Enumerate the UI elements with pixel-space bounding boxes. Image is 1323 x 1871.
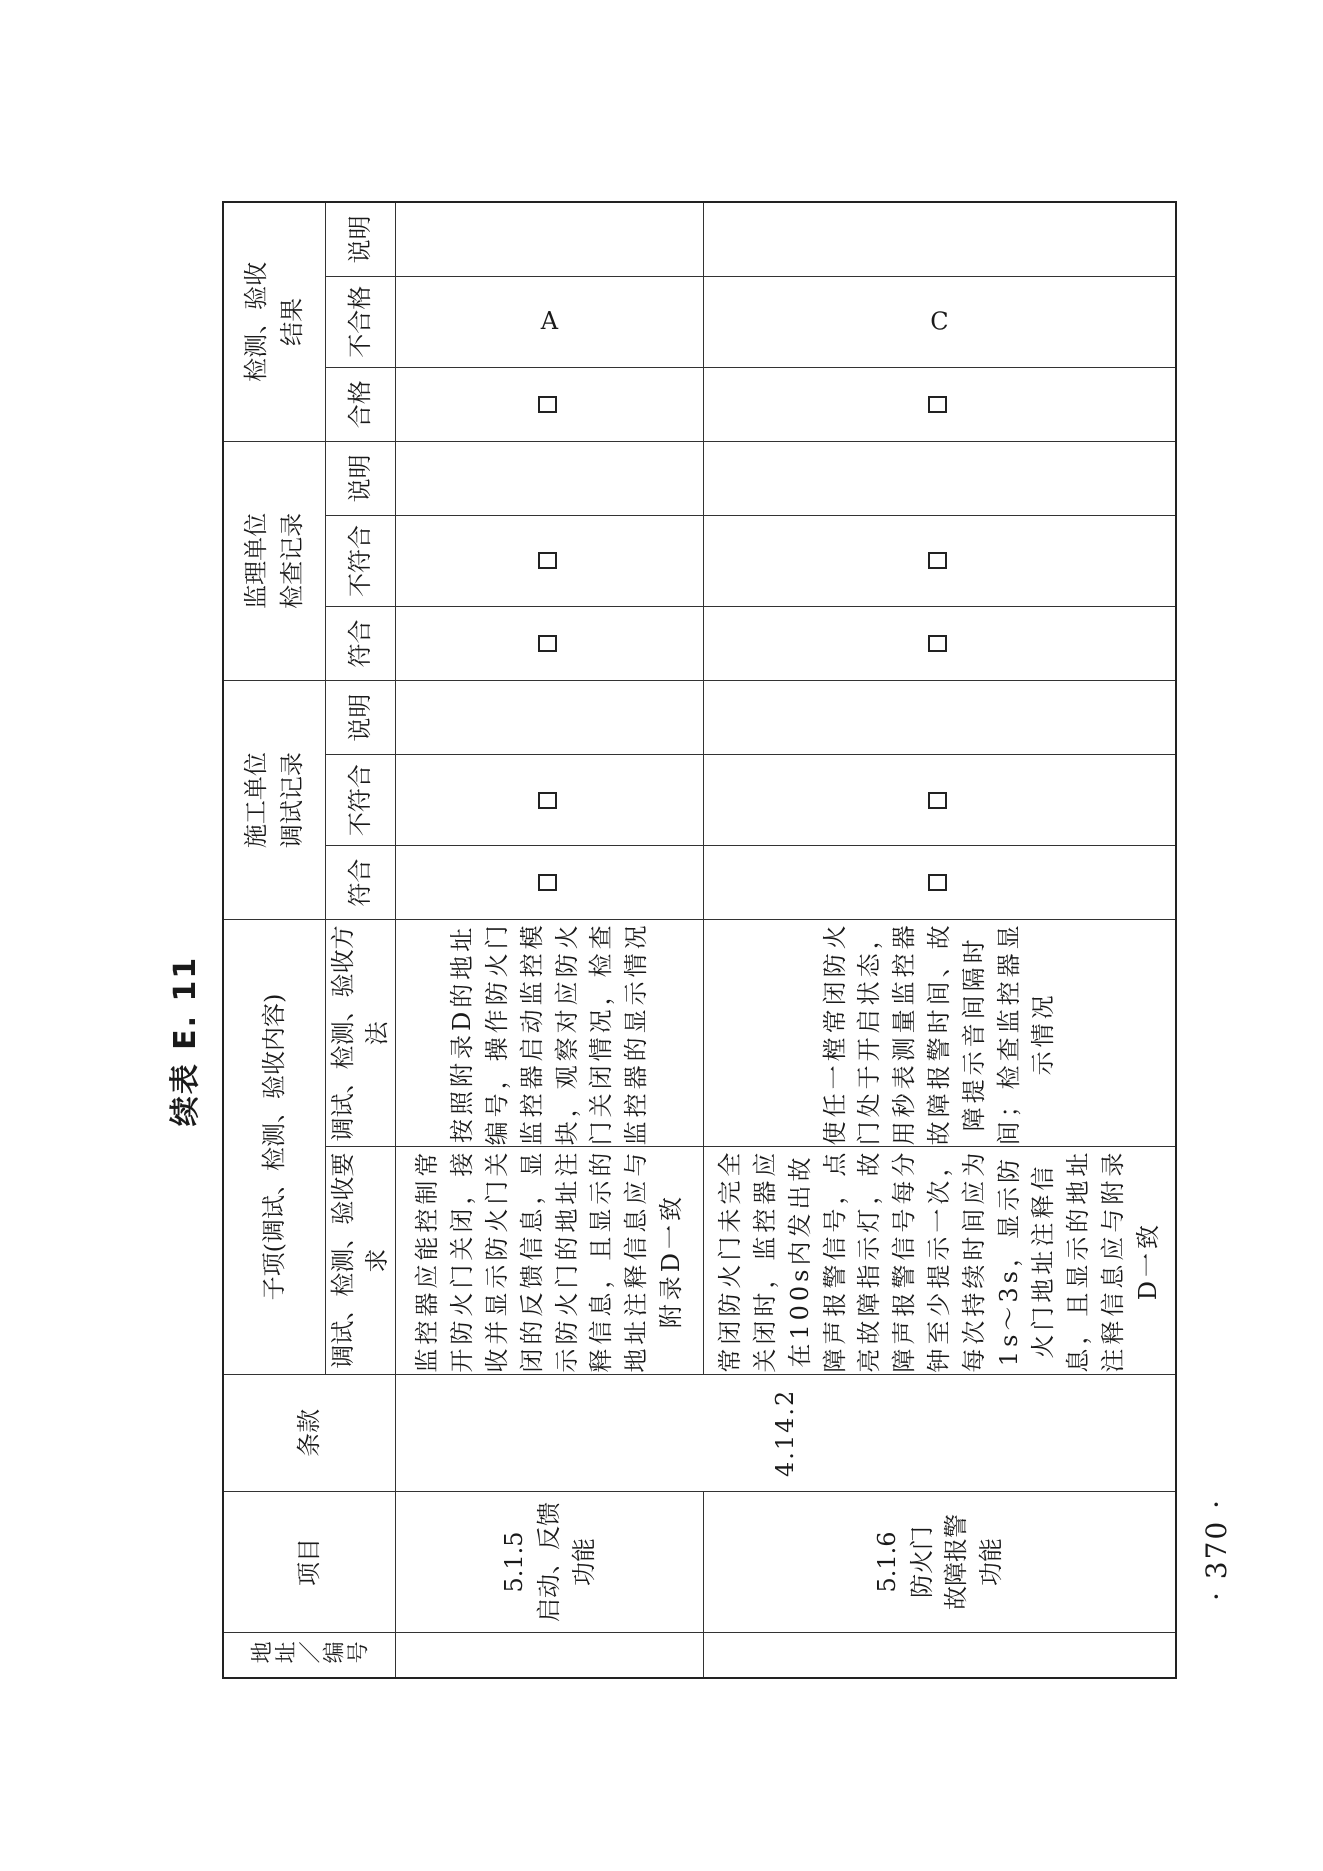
header-method: 调试、检测、验收方法 bbox=[325, 920, 396, 1147]
project-name-cont: 功能 bbox=[977, 1538, 1006, 1586]
empty-checkbox-icon[interactable] bbox=[928, 396, 947, 413]
empty-checkbox-icon[interactable] bbox=[538, 396, 557, 413]
qualified-cell[interactable] bbox=[396, 367, 704, 441]
header-address: 地址／编号 bbox=[223, 1633, 396, 1678]
project-name-cont: 功能 bbox=[569, 1538, 598, 1586]
project-cell bbox=[396, 1491, 704, 1632]
header-project: 项目 bbox=[223, 1491, 396, 1632]
header-construction-nonconform: 不符合 bbox=[325, 755, 396, 846]
empty-checkbox-icon[interactable] bbox=[538, 552, 557, 569]
address-cell bbox=[396, 1633, 704, 1678]
construction-nonconform-cell[interactable] bbox=[704, 755, 1176, 846]
clause-cell: 4.14.2 bbox=[396, 1374, 1176, 1491]
empty-checkbox-icon[interactable] bbox=[538, 874, 557, 891]
header-requirement: 调试、检测、验收要求 bbox=[325, 1147, 396, 1374]
result-mark: C bbox=[930, 307, 949, 336]
empty-checkbox-icon[interactable] bbox=[538, 635, 557, 652]
project-number: 5.1.5 bbox=[500, 1531, 529, 1593]
header-construction-line1: 施工单位 bbox=[242, 752, 271, 849]
inspection-note-cell bbox=[396, 202, 704, 276]
construction-note-cell bbox=[704, 681, 1176, 755]
project-number: 5.1.6 bbox=[872, 1531, 901, 1593]
header-construction-conform: 符合 bbox=[325, 846, 396, 920]
header-qualified: 合格 bbox=[325, 367, 396, 441]
project-name-cont: 故障报警 bbox=[942, 1514, 971, 1610]
header-construction-note: 说明 bbox=[325, 681, 396, 755]
page-number: · 370 · bbox=[1200, 1497, 1233, 1601]
header-supervision-nonconform: 不符合 bbox=[325, 515, 396, 606]
method-cell: 按照附录D的地址编号，操作防火门监控器启动监控模块，观察对应防火门关闭情况，检查监控器的显示情况 bbox=[396, 920, 704, 1147]
construction-nonconform-cell[interactable] bbox=[396, 755, 704, 846]
address-cell bbox=[704, 1633, 1176, 1678]
header-unqualified: 不合格 bbox=[325, 276, 396, 367]
table-title: 续表 E. 11 bbox=[168, 955, 203, 1127]
inspection-note-cell bbox=[704, 202, 1176, 276]
header-construction-line2: 调试记录 bbox=[278, 752, 307, 849]
empty-checkbox-icon[interactable] bbox=[538, 792, 557, 809]
header-supervision bbox=[223, 441, 325, 680]
supervision-conform-cell[interactable] bbox=[396, 606, 704, 680]
header-inspection-note: 说明 bbox=[325, 202, 396, 276]
header-clause: 条款 bbox=[223, 1374, 396, 1491]
empty-checkbox-icon[interactable] bbox=[928, 552, 947, 569]
header-supervision-note: 说明 bbox=[325, 441, 396, 515]
empty-checkbox-icon[interactable] bbox=[928, 635, 947, 652]
project-name: 防火门 bbox=[907, 1526, 936, 1598]
project-cell bbox=[704, 1491, 1176, 1632]
header-supervision-conform: 符合 bbox=[325, 606, 396, 680]
result-mark: A bbox=[540, 307, 559, 336]
empty-checkbox-icon[interactable] bbox=[928, 874, 947, 891]
header-subitem-group: 子项(调试、检测、验收内容) bbox=[223, 920, 325, 1375]
supervision-note-cell bbox=[396, 441, 704, 515]
supervision-nonconform-cell[interactable] bbox=[396, 515, 704, 606]
requirement-cell: 常闭防火门未完全关闭时，监控器应在100s内发出故障声报警信号，点亮故障指示灯，故障声报警信号每分钟至少提示一次，每次持续时间应为1s～3s，显示防火门地址注释信息，且显示的地址注释信息应与附录D一致 bbox=[704, 1147, 1176, 1374]
header-supervision-line1: 监理单位 bbox=[242, 512, 271, 609]
construction-conform-cell[interactable] bbox=[396, 846, 704, 920]
requirement-cell: 监控器应能控制常开防火门关闭，接收并显示防火门关闭的反馈信息，显示防火门的地址注释信息，且显示的地址注释信息应与附录D一致 bbox=[396, 1147, 704, 1374]
header-inspection bbox=[223, 202, 325, 441]
inspection-table bbox=[222, 201, 1177, 1679]
supervision-note-cell bbox=[704, 441, 1176, 515]
empty-checkbox-icon[interactable] bbox=[928, 792, 947, 809]
construction-note-cell bbox=[396, 681, 704, 755]
supervision-nonconform-cell[interactable] bbox=[704, 515, 1176, 606]
qualified-cell[interactable] bbox=[704, 367, 1176, 441]
supervision-conform-cell[interactable] bbox=[704, 606, 1176, 680]
header-construction bbox=[223, 681, 325, 920]
project-name: 启动、反馈 bbox=[535, 1502, 564, 1622]
header-inspection-line1: 检测、验收 bbox=[242, 261, 271, 382]
header-supervision-line2: 检查记录 bbox=[278, 512, 307, 609]
construction-conform-cell[interactable] bbox=[704, 846, 1176, 920]
unqualified-cell bbox=[396, 276, 704, 367]
unqualified-cell bbox=[704, 276, 1176, 367]
header-inspection-line2: 结果 bbox=[278, 297, 307, 346]
table-row bbox=[396, 202, 704, 1678]
method-cell: 使任一樘常闭防火门处于开启状态，用秒表测量监控器故障报警时间、故障提示音间隔时间；检查监控器显示情况 bbox=[704, 920, 1176, 1147]
